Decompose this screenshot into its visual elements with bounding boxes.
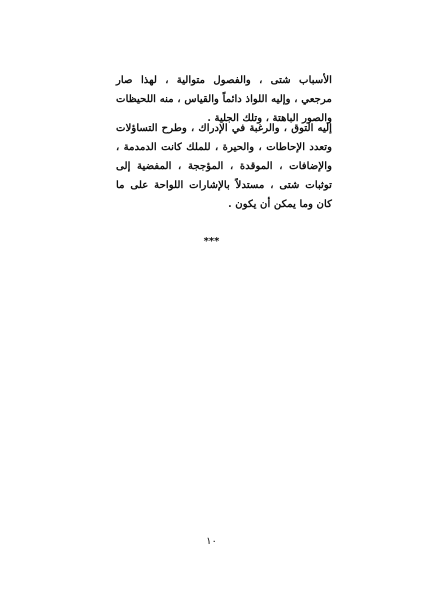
page-number: ١٠	[206, 536, 217, 547]
paragraph-1-text: الأسباب شتى ، والفصول متوالية ، لهذا صار مرجعي ، وإليه اللواذ دائماً والقياس ، منه اللحيظات والصور الباهتة ، وتلك الجلية .	[116, 74, 332, 124]
paragraph-2-text: إليه التوق ، والرغبة في الإدراك ، وطرح التساؤلات وتعدد الإحاطات ، والحيرة ، للملك كانت الدمدمة ، والإضافات ، الموقدة ، المؤججة ، المفضية إلى توثبات شتى ، مستدلاً بالإشارات اللواحة على ما كان وما يمكن أن يكون .	[116, 122, 332, 210]
paragraph-2	[116, 119, 332, 214]
section-separator: ***	[203, 236, 220, 247]
